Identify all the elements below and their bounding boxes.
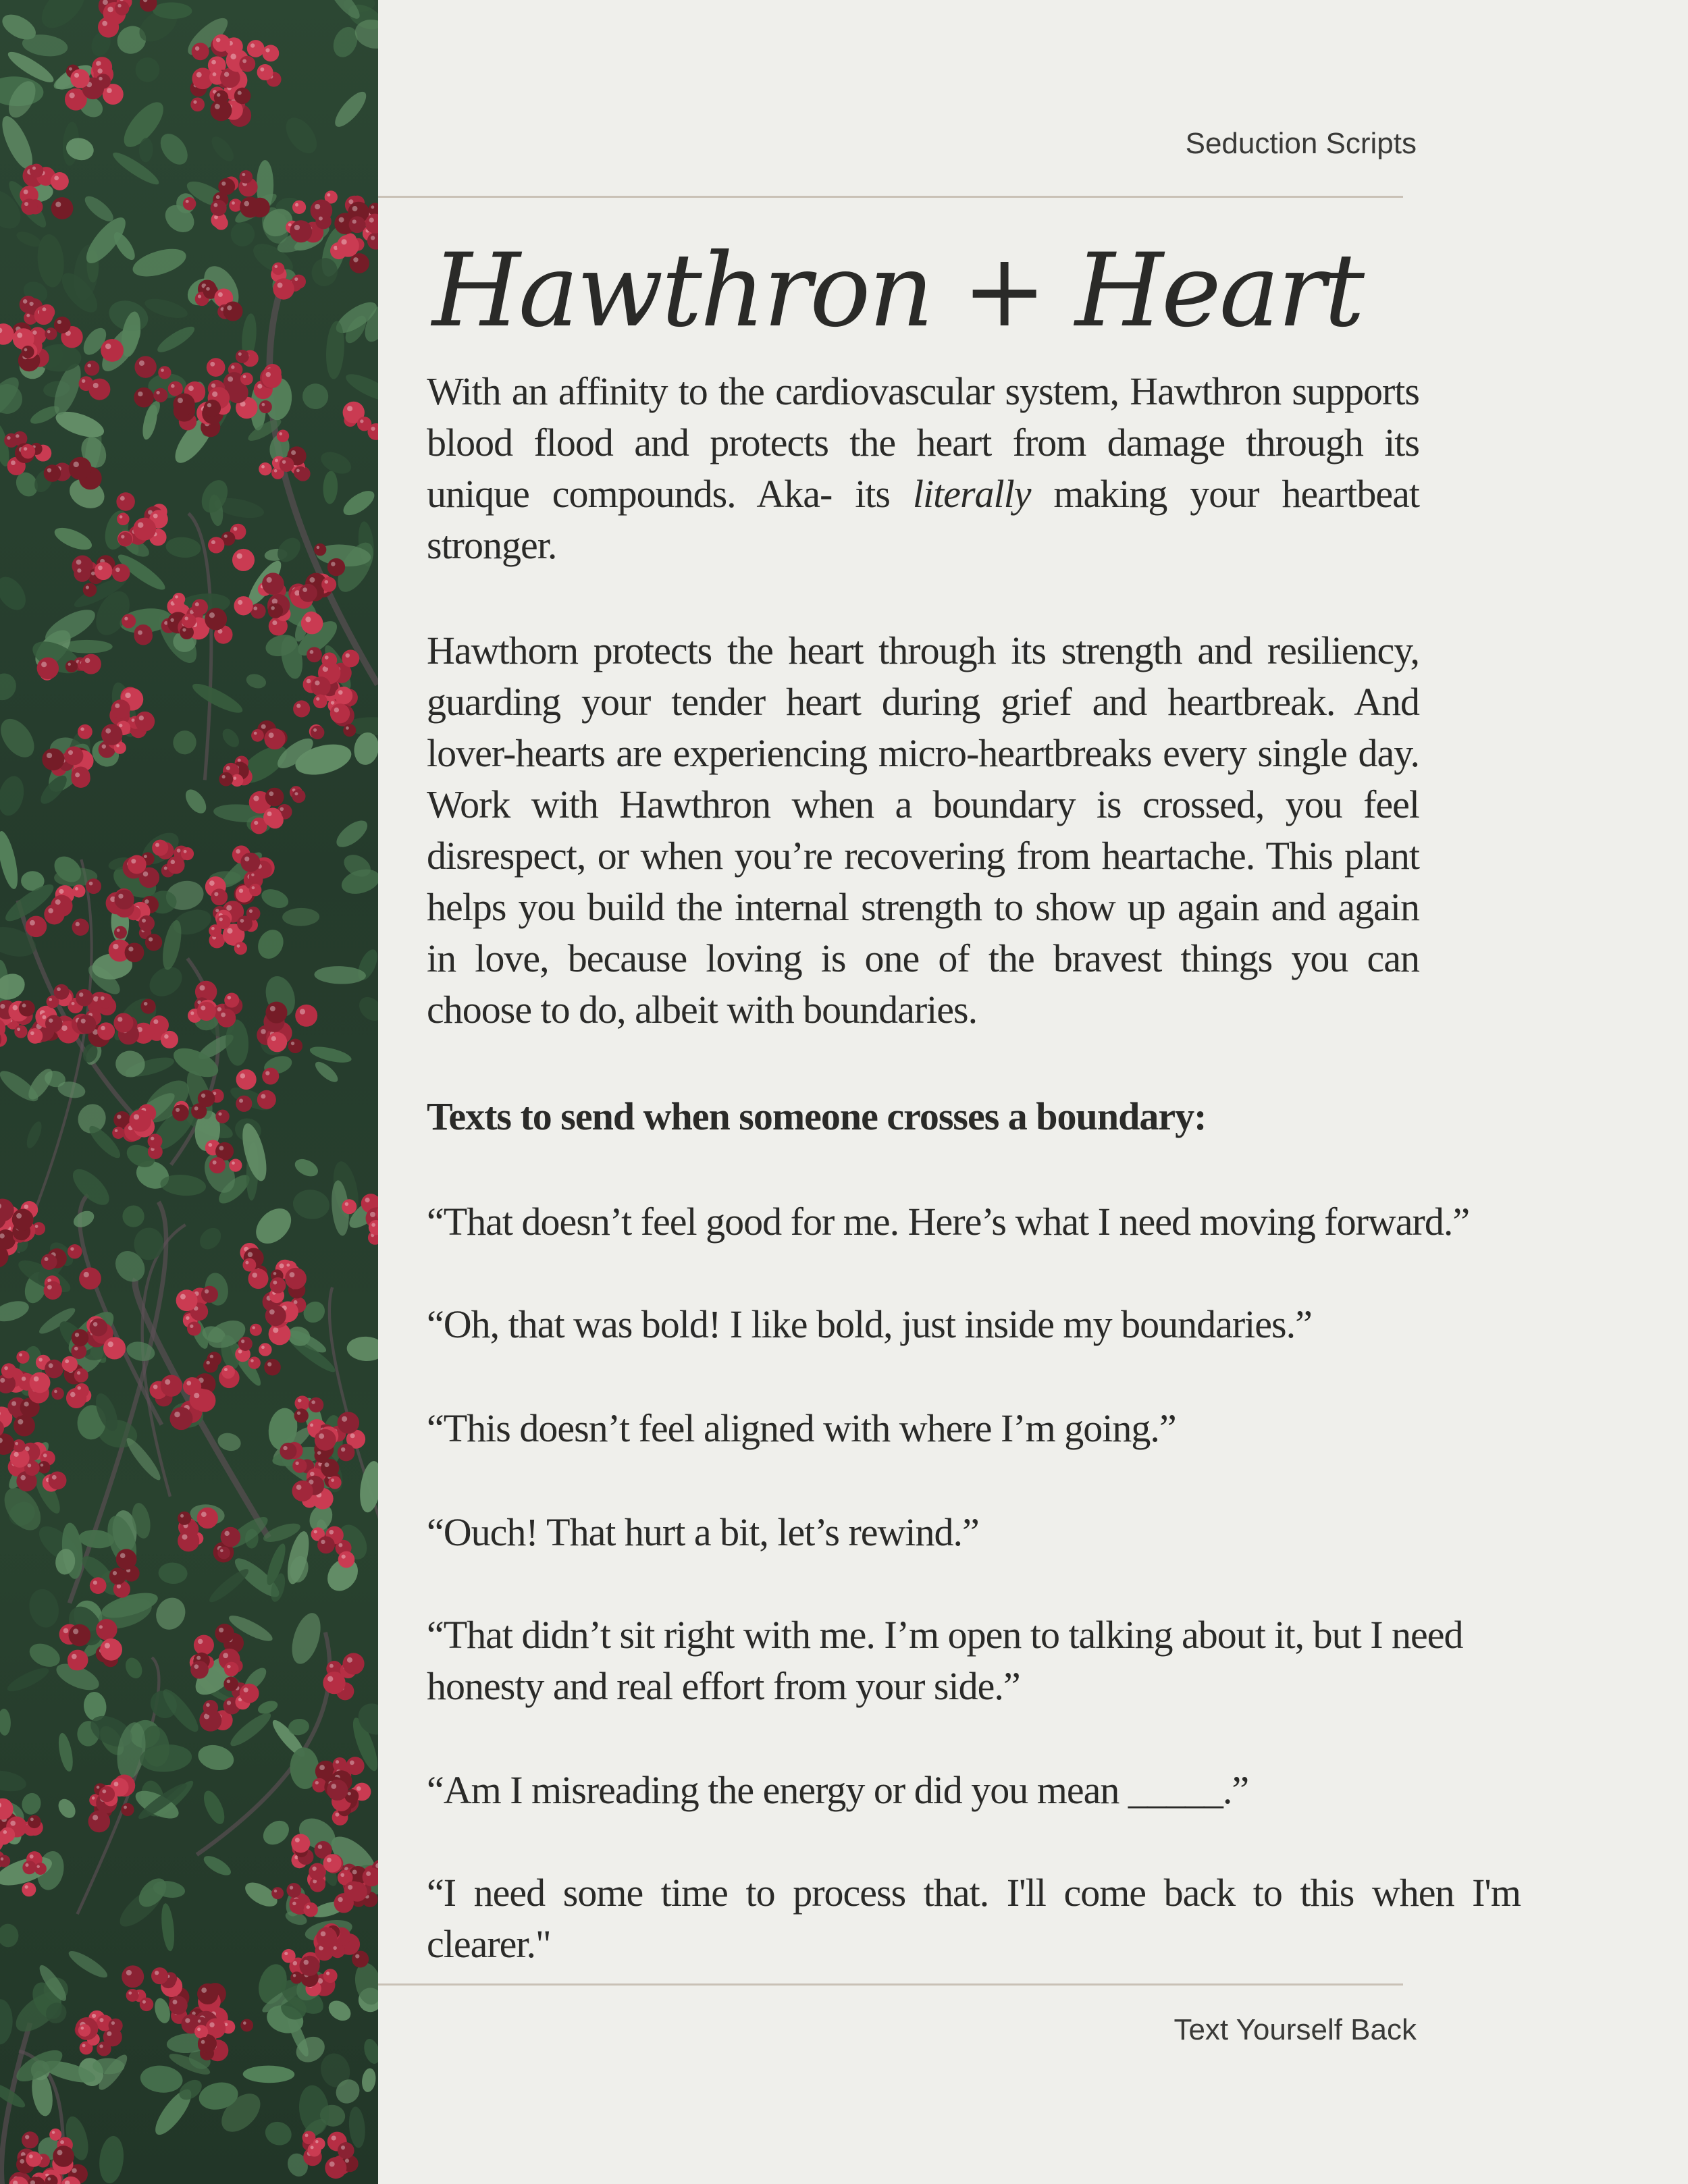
hawthorn-berries-photo xyxy=(0,0,378,2184)
text-script-3: “This doesn’t feel aligned with where I’m going.” xyxy=(427,1406,1176,1450)
text-script-1: “That doesn’t feel good for me. Here’s what I need moving forward.” xyxy=(427,1200,1470,1244)
intro-text-start: With an affinity to the cardiovascular system, Hawthron supports blood flood and protects the heart from damage through its unique compounds. Aka- its xyxy=(427,369,1419,516)
text-script-6: “Am I misreading the energy or did you mean _____.” xyxy=(427,1768,1249,1812)
page-title: Hawthron + Heart xyxy=(432,232,1363,350)
berry-foliage-illustration xyxy=(0,0,378,2184)
header-label: Seduction Scripts xyxy=(1185,127,1417,160)
intro-paragraph xyxy=(427,366,1419,571)
texts-subheading: Texts to send when someone crosses a boundary: xyxy=(427,1094,1207,1138)
text-script-5: “That didn’t sit right with me. I’m open to talking about it, but I need honesty and real effort from your side.” xyxy=(427,1613,1463,1708)
footer-divider xyxy=(378,1983,1403,1986)
header-divider xyxy=(378,196,1403,198)
text-script-7: “I need some time to process that. I'll come back to this when I'm clearer." xyxy=(427,1871,1521,1966)
intro-text-end: making your heartbeat stronger. xyxy=(427,472,1419,567)
text-script-2: “Oh, that was bold! I like bold, just inside my boundaries.” xyxy=(427,1302,1312,1346)
text-script-4: “Ouch! That hurt a bit, let’s rewind.” xyxy=(427,1510,979,1554)
footer-label: Text Yourself Back xyxy=(1173,2013,1417,2046)
body-paragraph: Hawthorn protects the heart through its strength and resiliency, guarding your tender heart during grief and heartbreak. And lover-hearts are experiencing micro-heartbreaks every single day. Work with Hawthron when a boundary is crossed, you feel disrespect, or when you’re recovering from heartache. This plant helps you build the internal strength to show up again and again in love, because loving is one of the bravest things you can choose to do, albeit with boundaries. xyxy=(427,629,1419,1032)
intro-emphasis: literally xyxy=(912,472,1031,516)
